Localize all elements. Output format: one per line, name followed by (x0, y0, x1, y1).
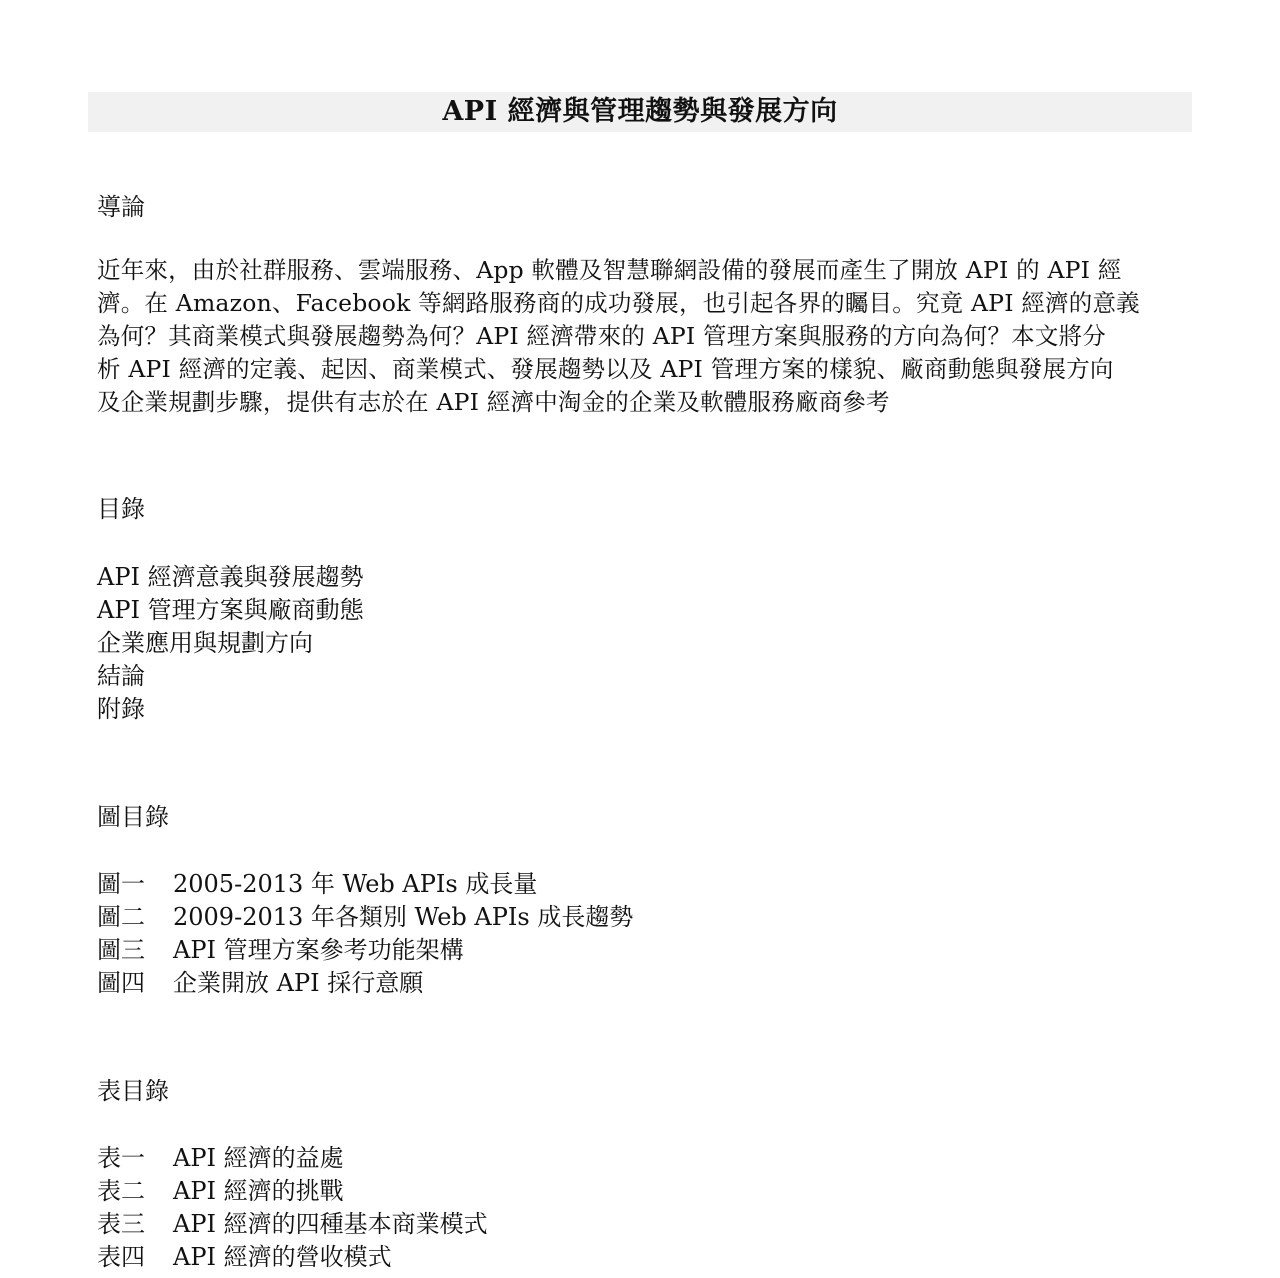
table-label: 表四 (97, 1243, 145, 1271)
introduction-line: 及企業規劃步驟，提供有志於在 API 經濟中淘金的企業及軟體服務廠商參考 (97, 388, 890, 416)
figure-entry (97, 935, 464, 965)
table-label: 表一 (97, 1144, 145, 1172)
introduction-line: 為何？其商業模式與發展趨勢為何？API 經濟帶來的 API 管理方案與服務的方向為何？本文將分 (97, 322, 1106, 350)
figures-heading: 圖目錄 (97, 803, 169, 831)
figure-entry (97, 902, 633, 932)
figure-label: 圖四 (97, 969, 145, 997)
introduction-line: 析 API 經濟的定義、起因、商業模式、發展趨勢以及 API 管理方案的樣貌、廠商動態與發展方向 (97, 355, 1114, 383)
figure-caption: API 管理方案參考功能架構 (173, 936, 464, 964)
contents-item: API 經濟意義與發展趨勢 (97, 563, 364, 591)
contents-item: 附錄 (97, 695, 145, 723)
contents-item: 企業應用與規劃方向 (97, 629, 313, 657)
table-entry (97, 1209, 488, 1239)
figure-label: 圖二 (97, 903, 145, 931)
figure-entry (97, 968, 423, 998)
figure-entry (97, 869, 537, 899)
figure-caption: 2009-2013 年各類別 Web APIs 成長趨勢 (173, 903, 634, 931)
table-caption: API 經濟的營收模式 (173, 1243, 392, 1271)
table-caption: API 經濟的益處 (173, 1144, 344, 1172)
introduction-heading: 導論 (97, 193, 145, 221)
figure-caption: 企業開放 API 採行意願 (173, 969, 424, 997)
table-label: 表三 (97, 1210, 145, 1238)
table-entry (97, 1242, 392, 1272)
table-caption: API 經濟的四種基本商業模式 (173, 1210, 488, 1238)
figure-label: 圖三 (97, 936, 145, 964)
table-caption: API 經濟的挑戰 (173, 1177, 344, 1205)
introduction-line: 近年來，由於社群服務、雲端服務、App 軟體及智慧聯網設備的發展而產生了開放 API 的 API 經 (97, 256, 1122, 284)
tables-heading: 表目錄 (97, 1077, 169, 1105)
document-title: API 經濟與管理趨勢與發展方向 (442, 96, 838, 127)
table-label: 表二 (97, 1177, 145, 1205)
contents-item: API 管理方案與廠商動態 (97, 596, 364, 624)
figure-caption: 2005-2013 年 Web APIs 成長量 (173, 870, 538, 898)
contents-item: 結論 (97, 662, 145, 690)
figure-label: 圖一 (97, 870, 145, 898)
contents-heading: 目錄 (97, 495, 145, 523)
table-entry (97, 1176, 344, 1206)
introduction-line: 濟。在 Amazon、Facebook 等網路服務商的成功發展，也引起各界的矚目。究竟 API 經濟的意義 (97, 289, 1140, 317)
table-entry (97, 1143, 344, 1173)
